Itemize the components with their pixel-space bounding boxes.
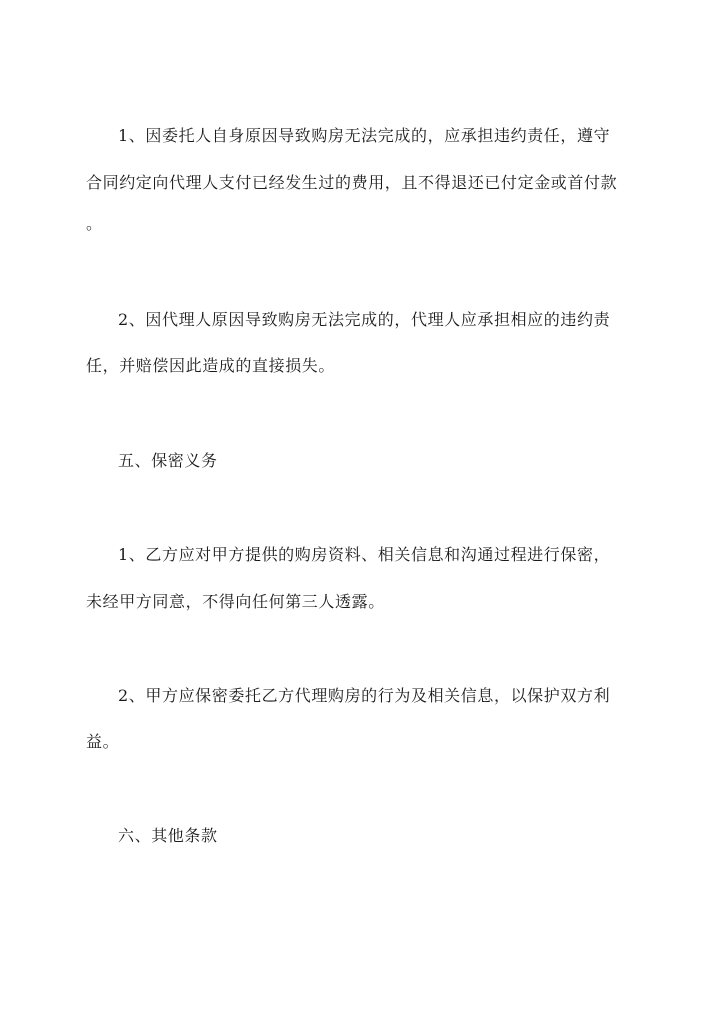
clause-5-1-line-2: 未经甲方同意，不得向任何第三人透露。: [86, 592, 385, 611]
section-heading-confidentiality: 五、保密义务: [118, 451, 218, 470]
clause-5-1-line-1: 1、乙方应对甲方提供的购房资料、相关信息和沟通过程进行保密，: [118, 545, 611, 564]
clause-4-1-line-3: 。: [86, 214, 103, 233]
clause-4-1-line-2: 合同约定向代理人支付已经发生过的费用，且不得退还已付定金或首付款: [86, 173, 618, 192]
clause-5-2-line-1: 2、甲方应保密委托乙方代理购房的行为及相关信息，以保护双方利: [118, 686, 611, 705]
clause-4-2-line-1: 2、因代理人原因导致购房无法完成的，代理人应承担相应的违约责: [118, 310, 611, 329]
clause-4-1-line-1: 1、因委托人自身原因导致购房无法完成的，应承担违约责任，遵守: [118, 126, 611, 145]
clause-4-2-line-2: 任，并赔偿因此造成的直接损失。: [86, 356, 336, 375]
section-heading-other-terms: 六、其他条款: [118, 826, 218, 845]
clause-5-2-line-2: 益。: [86, 732, 120, 751]
